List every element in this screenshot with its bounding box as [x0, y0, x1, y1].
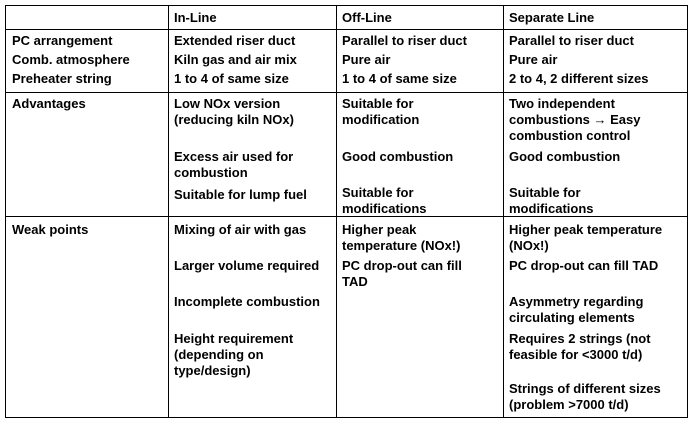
row-label-weak-points: Weak points — [12, 222, 89, 237]
weak-point-item: PC drop-out can fill TAD — [509, 258, 659, 273]
preheater-string-off-line: 1 to 4 of same size — [342, 71, 457, 86]
comb-atmosphere-separate-line: Pure air — [509, 52, 558, 67]
weak-point-item: Height requirement (depending on type/design) — [174, 331, 294, 378]
column-divider — [168, 6, 169, 417]
weak-point-item: Asymmetry regarding circulating elements — [509, 294, 644, 325]
header-in-line: In-Line — [174, 10, 217, 25]
weak-point-item: Requires 2 strings (not feasible for <3000 t/d) — [509, 331, 651, 362]
column-divider — [503, 6, 504, 417]
advantage-item: Excess air used for combustion — [174, 149, 294, 180]
pc-arrangement-separate-line: Parallel to riser duct — [509, 33, 634, 48]
weak-point-item: Larger volume required — [174, 258, 320, 273]
row-label-preheater-string: Preheater string — [12, 71, 112, 86]
header-separate-line: Separate Line — [509, 10, 595, 25]
row-label-advantages: Advantages — [12, 96, 86, 111]
advantage-item: Suitable for lump fuel — [174, 187, 307, 202]
kiln-system-comparison-table — [5, 5, 688, 418]
advantage-item: Suitable for modifications — [342, 185, 427, 216]
preheater-string-in-line: 1 to 4 of same size — [174, 71, 289, 86]
column-divider — [336, 6, 337, 417]
advantage-item: Good combustion — [342, 149, 454, 164]
weak-point-item: Higher peak temperature (NOx!) — [509, 222, 663, 253]
advantage-item: Suitable for modifications — [509, 185, 594, 216]
pc-arrangement-in-line: Extended riser duct — [174, 33, 296, 48]
weak-point-item: Incomplete combustion — [174, 294, 320, 309]
comb-atmosphere-off-line: Pure air — [342, 52, 391, 67]
advantage-item: Low NOx version (reducing kiln NOx) — [174, 96, 294, 127]
weak-point-item: Strings of different sizes (problem >7000 t/d) — [509, 381, 661, 412]
pc-arrangement-off-line: Parallel to riser duct — [342, 33, 467, 48]
row-divider — [6, 29, 687, 30]
advantage-item: Suitable for modification — [342, 96, 420, 127]
weak-point-item: Mixing of air with gas — [174, 222, 307, 237]
header-off-line: Off-Line — [342, 10, 392, 25]
weak-point-item: Higher peak temperature (NOx!) — [342, 222, 461, 253]
advantage-item: Good combustion — [509, 149, 621, 164]
weak-point-item: PC drop-out can fill TAD — [342, 258, 462, 289]
advantage-item: Two independent combustions → Easy combustion control — [509, 96, 641, 143]
row-label-pc-arrangement: PC arrangement — [12, 33, 113, 48]
preheater-string-separate-line: 2 to 4, 2 different sizes — [509, 71, 649, 86]
row-label-comb-atmosphere: Comb. atmosphere — [12, 52, 130, 67]
comb-atmosphere-in-line: Kiln gas and air mix — [174, 52, 297, 67]
row-divider — [6, 92, 687, 93]
